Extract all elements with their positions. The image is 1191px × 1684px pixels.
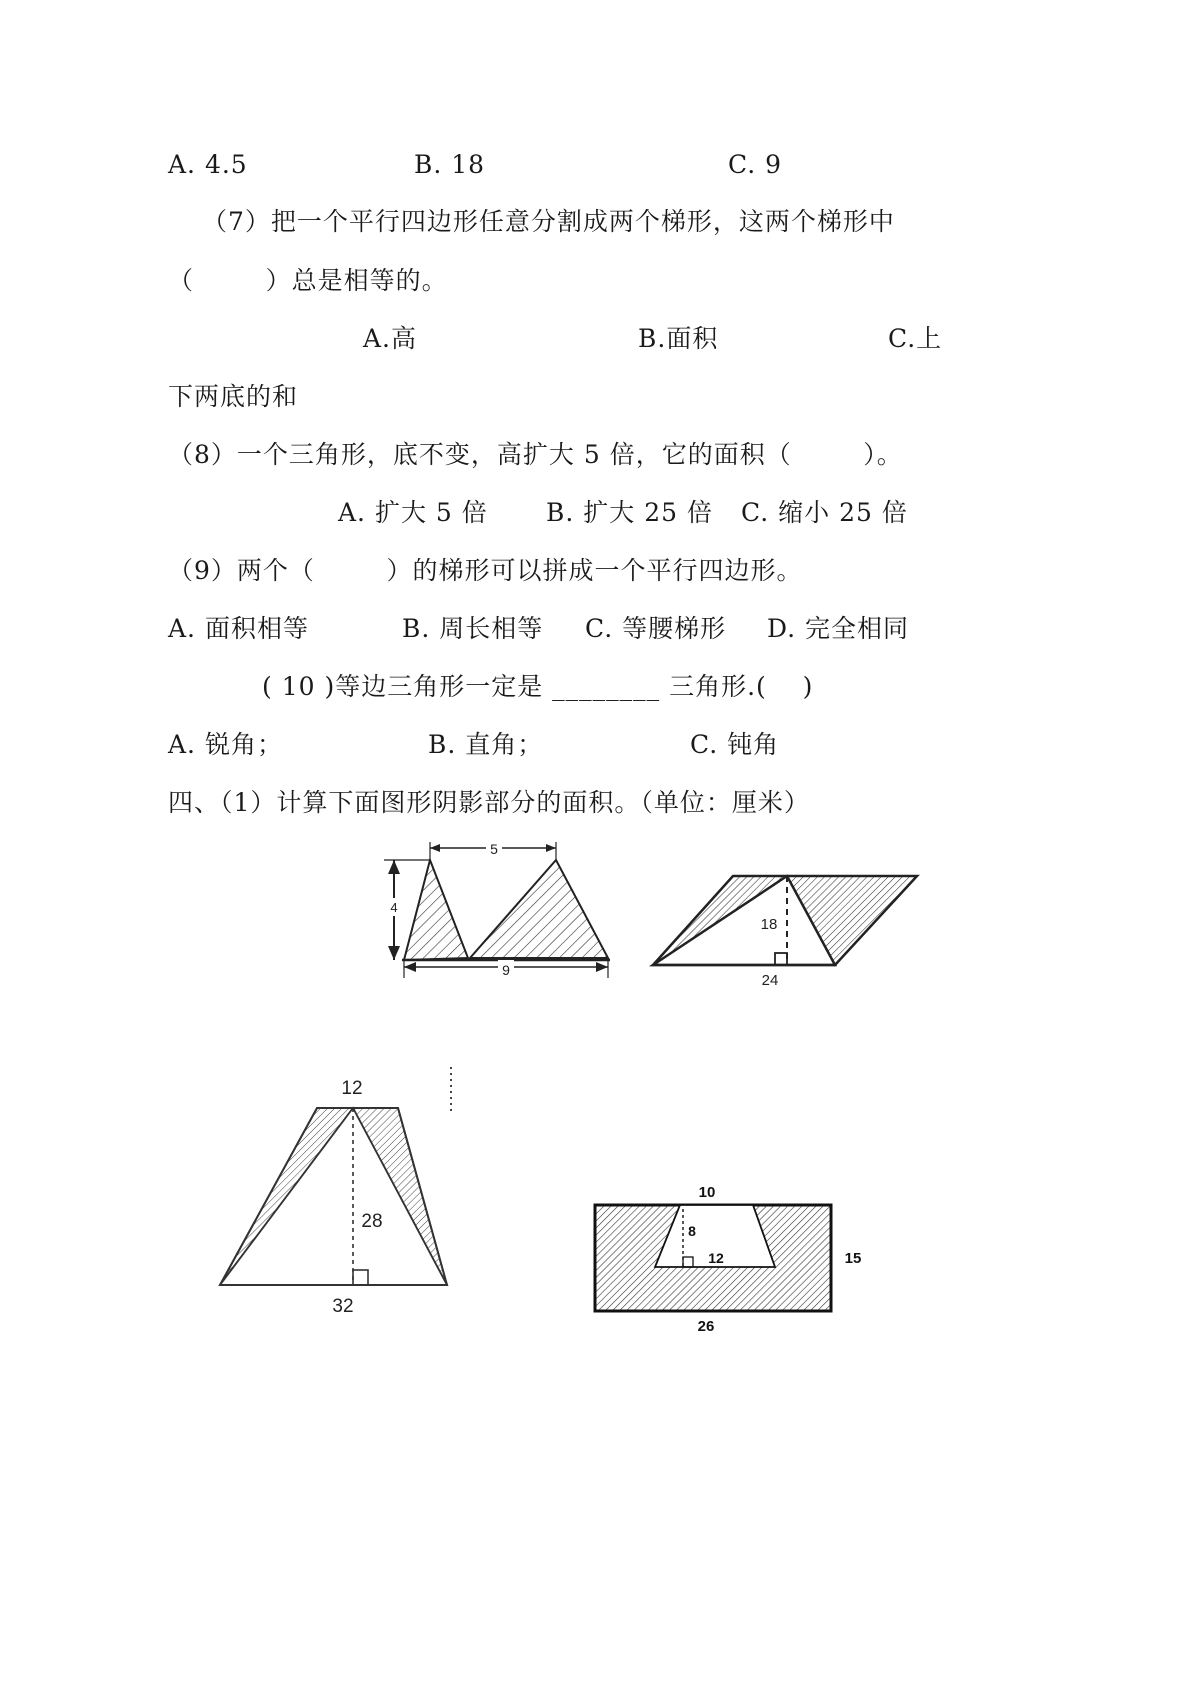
q10-stem: ( 10 )等边三角形一定是 ________ 三角形.( ) — [262, 672, 814, 701]
q7-stem-line2: （ ）总是相等的。 — [168, 266, 448, 295]
fig2-height-label: 18 — [760, 916, 778, 933]
fig4-side-label: 15 — [844, 1250, 862, 1267]
q8-option-b: B. 扩大 25 倍 — [546, 498, 713, 527]
fig4-base-label: 26 — [697, 1318, 715, 1335]
q7-option-c-part2: 下两底的和 — [168, 382, 299, 411]
q9-option-c: C. 等腰梯形 — [585, 614, 727, 643]
fig4-inner-height-label: 8 — [688, 1223, 696, 1239]
q8-option-c: C. 缩小 25 倍 — [741, 498, 908, 527]
figure-4-rectangle — [585, 1175, 875, 1345]
q7-stem-line1: （7）把一个平行四边形任意分割成两个梯形，这两个梯形中 — [202, 207, 895, 236]
fig1-right-triangle — [470, 860, 608, 958]
fig3-height-label: 28 — [361, 1211, 383, 1232]
q9-option-b: B. 周长相等 — [402, 614, 544, 643]
section4-heading: 四、（1）计算下面图形阴影部分的面积。（单位：厘米） — [168, 788, 810, 817]
figure-2-parallelogram — [645, 865, 925, 995]
figure-1-triangles — [370, 830, 630, 990]
q7-option-b: B.面积 — [638, 324, 719, 353]
q9-option-a: A. 面积相等 — [168, 614, 309, 643]
q10-option-a: A. 锐角； — [168, 730, 283, 759]
dotted-mark — [445, 1065, 457, 1115]
fig3-base-label: 32 — [332, 1296, 354, 1317]
fig4-inner-base-label: 12 — [708, 1250, 724, 1266]
fig3-top-label: 12 — [341, 1078, 363, 1099]
q9-option-d: D. 完全相同 — [767, 614, 910, 643]
q8-option-a: A. 扩大 5 倍 — [338, 498, 488, 527]
fig1-left-triangle — [404, 860, 468, 960]
figure-3-trapezoid — [210, 1070, 470, 1320]
fig1-top-label: 5 — [490, 841, 498, 857]
fig1-bottom-label: 9 — [502, 962, 510, 978]
q7-option-a: A.高 — [363, 324, 418, 353]
q7-option-c-part1: C.上 — [888, 324, 943, 353]
q6-option-b: B. 18 — [414, 150, 486, 179]
fig1-side-label: 4 — [390, 900, 398, 915]
q10-option-b: B. 直角； — [428, 730, 544, 759]
fig2-base-label: 24 — [761, 972, 779, 989]
q9-stem: （9）两个（ ）的梯形可以拼成一个平行四边形。 — [168, 556, 803, 585]
fig4-top-label: 10 — [698, 1184, 716, 1201]
q8-stem: （8）一个三角形，底不变，高扩大 5 倍，它的面积（ ）。 — [168, 440, 903, 469]
q10-option-c: C. 钝角 — [690, 730, 780, 759]
q6-option-a: A. 4.5 — [168, 150, 248, 179]
q6-option-c: C. 9 — [728, 150, 783, 179]
